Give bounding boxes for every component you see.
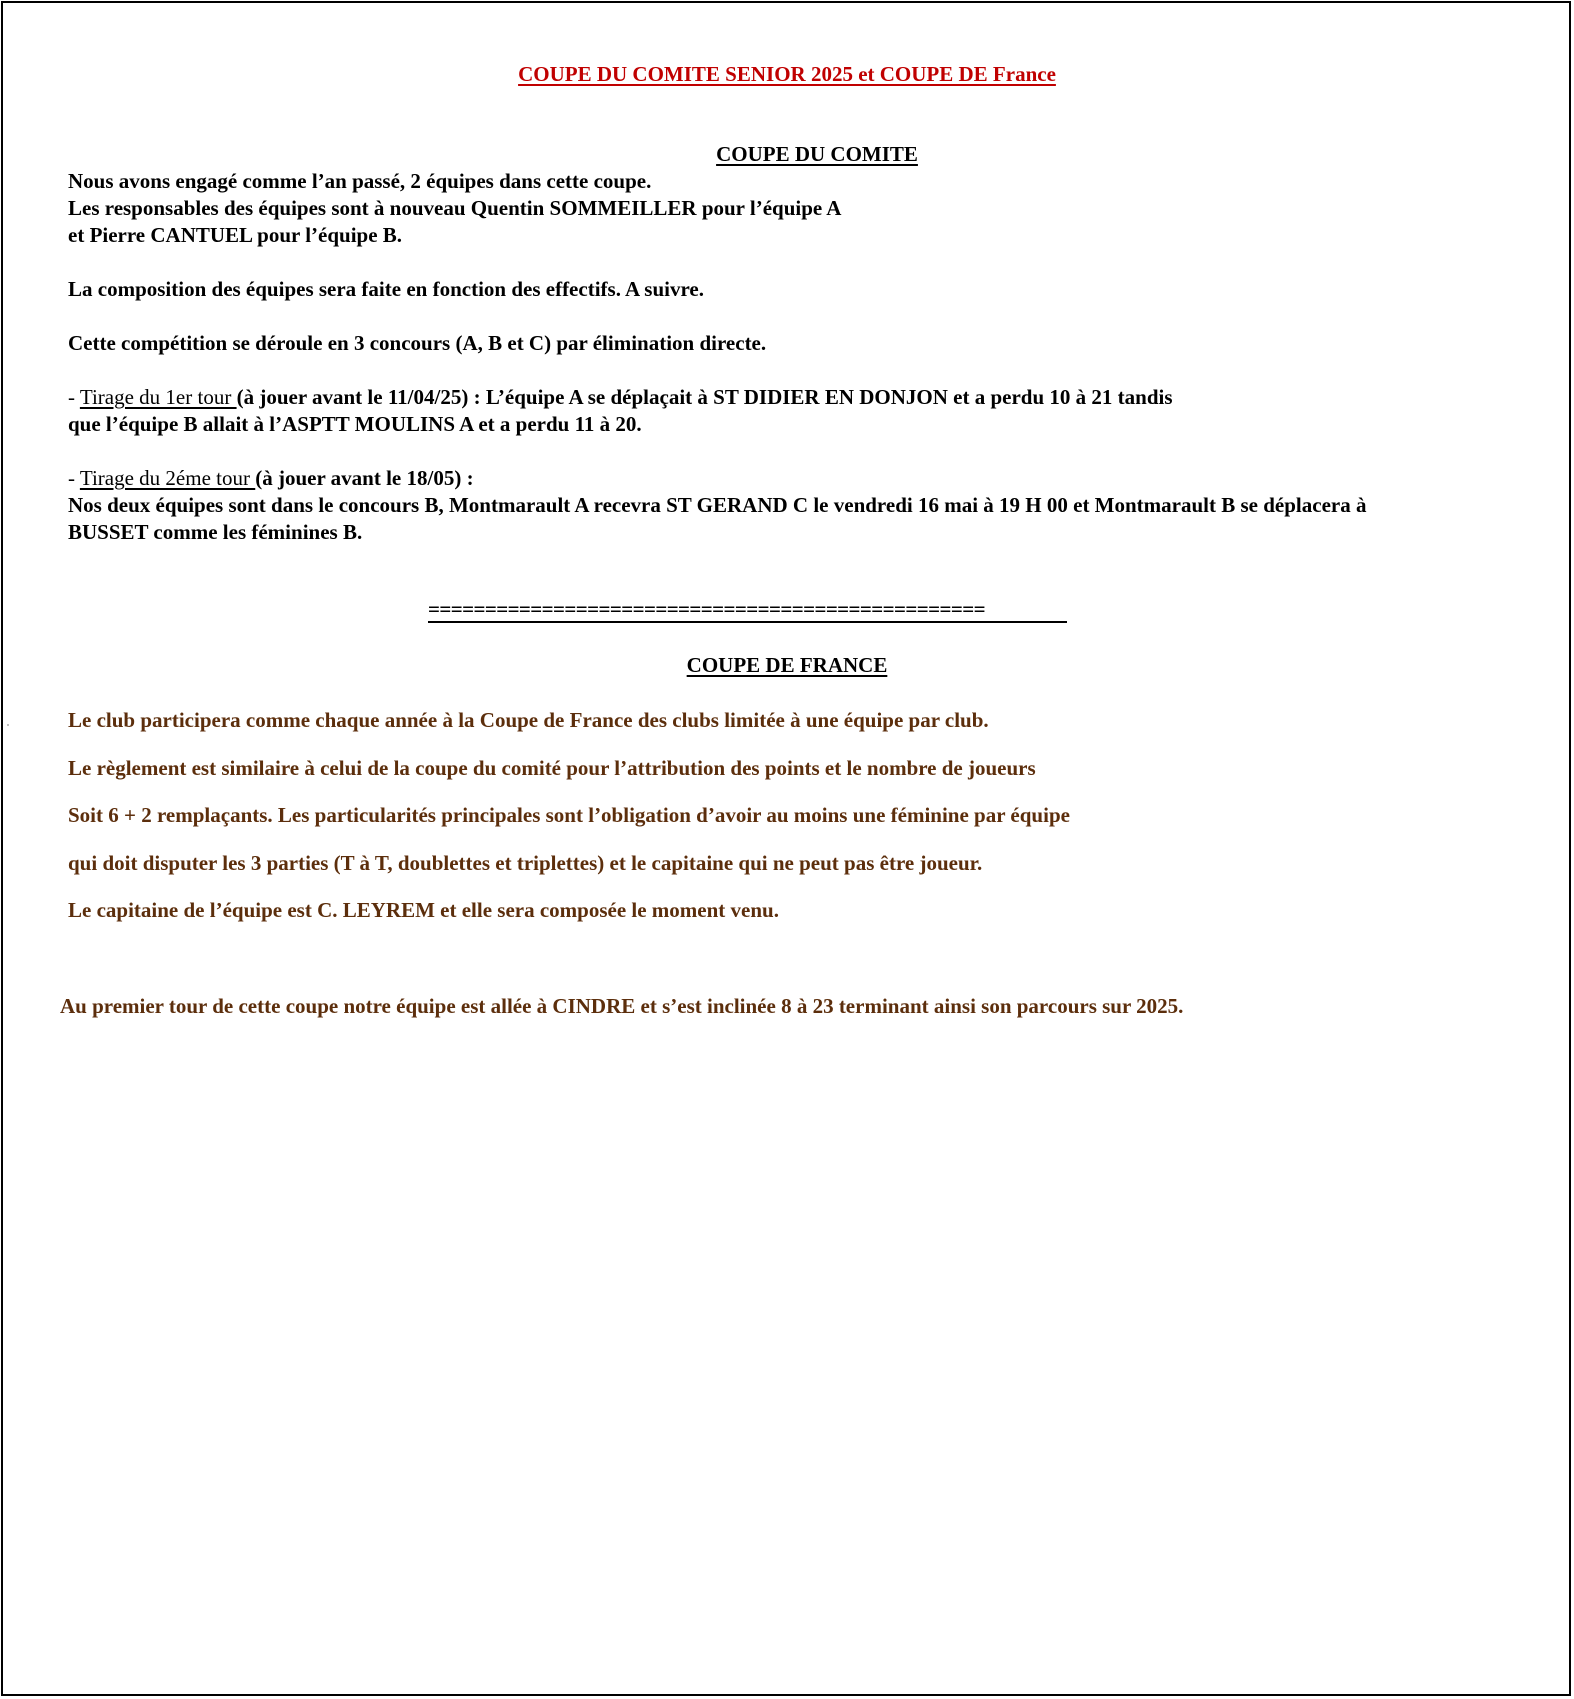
- section-separator: =================================================: [428, 597, 1067, 623]
- comite-composition: La composition des équipes sera faite en fonction des effectifs. A suivre.: [68, 277, 704, 301]
- tour2-line-2: BUSSET comme les féminines B.: [68, 520, 363, 544]
- comite-format: Cette compétition se déroule en 3 concours (A, B et C) par élimination directe.: [68, 331, 767, 355]
- france-paragraph-1: Le club participera comme chaque année à la Coupe de France des clubs limitée à une équipe par club.: [68, 708, 989, 732]
- comite-line-2: Les responsables des équipes sont à nouveau Quentin SOMMEILLER pour l’équipe A: [68, 196, 842, 220]
- tour1-line: [68, 384, 1173, 411]
- tour1-dash: -: [68, 385, 80, 409]
- page-title: COUPE DU COMITE SENIOR 2025 et COUPE DE France: [518, 62, 1056, 86]
- france-paragraph-3: Soit 6 + 2 remplaçants. Les particularités principales sont l’obligation d’avoir au moins une féminine par équipe: [68, 803, 1070, 827]
- tour2-line-1: Nos deux équipes sont dans le concours B, Montmarault A recevra ST GERAND C le vendredi 16 mai à 19 H 00 et Montmarault B se déplacera à: [68, 493, 1367, 517]
- france-heading: COUPE DE FRANCE: [686, 653, 888, 677]
- tour2-text: (à jouer avant le 18/05) :: [255, 466, 474, 490]
- tour1-continuation: que l’équipe B allait à l’ASPTT MOULINS A et a perdu 11 à 20.: [68, 412, 642, 436]
- tour2-line: [68, 465, 474, 492]
- tour1-label: Tirage du 1er tour: [79, 385, 237, 409]
- france-result: Au premier tour de cette coupe notre équipe est allée à CINDRE et s’est inclinée 8 à 23 terminant ainsi son parcours sur 2025.: [60, 994, 1184, 1018]
- france-paragraph-2: Le règlement est similaire à celui de la coupe du comité pour l’attribution des points et le nombre de joueurs: [68, 756, 1036, 780]
- page-frame: [1, 1, 1571, 1696]
- tour2-label: Tirage du 2éme tour: [79, 466, 256, 490]
- france-paragraph-4: qui doit disputer les 3 parties (T à T, doublettes et triplettes) et le capitaine qui ne peut pas être joueur.: [68, 851, 983, 875]
- tour1-text: (à jouer avant le 11/04/25) : L’équipe A se déplaçait à ST DIDIER EN DONJON et a perdu 10 à 21 tandis: [236, 385, 1173, 409]
- tour2-dash: -: [68, 466, 80, 490]
- france-paragraph-5: Le capitaine de l’équipe est C. LEYREM et elle sera composée le moment venu.: [68, 898, 779, 922]
- comite-heading: COUPE DU COMITE: [716, 142, 918, 166]
- comite-line-3: et Pierre CANTUEL pour l’équipe B.: [68, 223, 403, 247]
- comite-line-1: Nous avons engagé comme l’an passé, 2 équipes dans cette coupe.: [68, 169, 652, 193]
- stray-dot: [7, 724, 9, 726]
